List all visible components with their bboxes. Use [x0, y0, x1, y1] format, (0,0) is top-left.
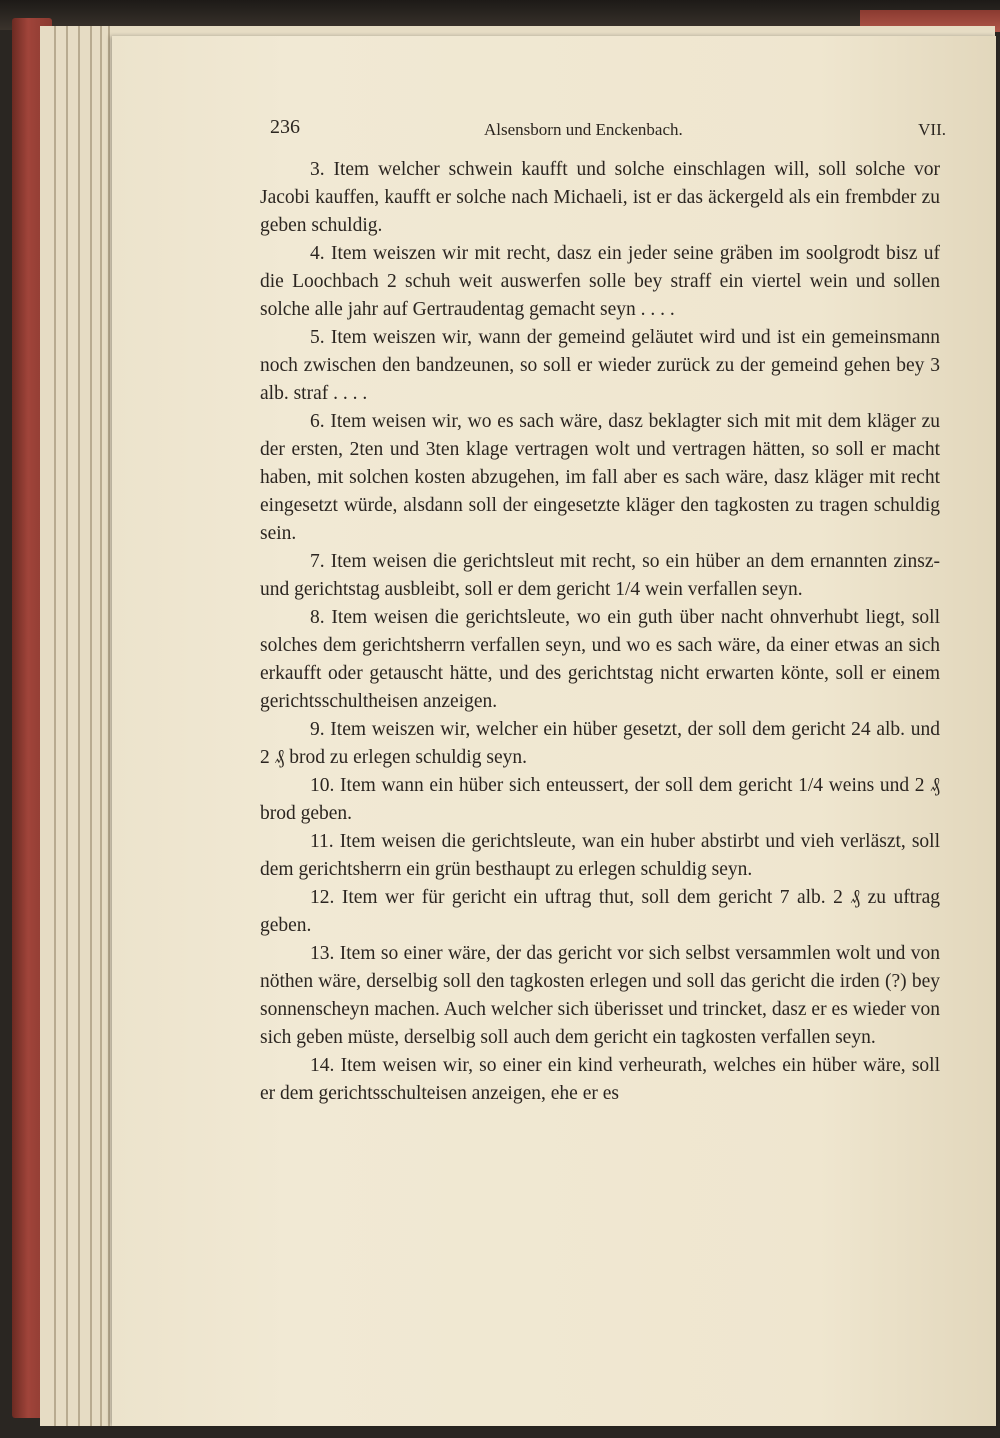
section-number: VII.: [918, 120, 946, 139]
paragraph-14: 14. Item weisen wir, so einer ein kind verheurath, welches ein hüber wäre, soll er dem gerichtsschulteisen anzeigen, ehe er es: [260, 1055, 940, 1104]
page-number: 236: [270, 116, 300, 138]
paragraph-9: 9. Item weiszen wir, welcher ein hüber gesetzt, der soll dem gericht 24 alb. und 2 ₰ brod zu erlegen schuldig seyn.: [260, 719, 940, 768]
paragraph-6: 6. Item weisen wir, wo es sach wäre, dasz beklagter sich mit mit dem kläger zu der ersten, 2ten und 3ten klage vertragen wolt und vertragen hätten, so soll er macht haben, mit solchen kosten abzugehen, im fall aber es sach wäre, dasz kläger mit recht eingesetzt würde, alsdann soll der eingesetzte kläger den tagkosten zu tragen schuldig sein.: [260, 411, 940, 544]
running-title: Alsensborn und Enckenbach.: [484, 120, 683, 139]
paragraph-10: 10. Item wann ein hüber sich enteussert, der soll dem gericht 1/4 weins und 2 ₰ brod geben.: [260, 775, 940, 824]
paragraph-12: 12. Item wer für gericht ein uftrag thut, soll dem gericht 7 alb. 2 ₰ zu uftrag geben.: [260, 887, 940, 936]
body-text: [260, 156, 940, 1108]
paragraph-11: 11. Item weisen die gerichtsleute, wan ein huber abstirbt und vieh verläszt, soll dem gerichtsherrn ein grün besthaupt zu erlegen schuldig seyn.: [260, 831, 940, 880]
paragraph-5: 5. Item weiszen wir, wann der gemeind geläutet wird und ist ein gemeinsmann noch zwischen den bandzeunen, so soll er wieder zurück zu der gemeind gehen bey 3 alb. straf . . . .: [260, 327, 940, 404]
paragraph-7: 7. Item weisen die gerichtsleut mit recht, so ein hüber an dem ernannten zinsz- und gerichtstag ausbleibt, soll er dem gericht 1/4 wein verfallen seyn.: [260, 551, 940, 600]
paragraph-8: 8. Item weisen die gerichtsleute, wo ein guth über nacht ohnverhubt liegt, soll solches dem gerichtsherrn verfallen seyn, und wo es sach wäre, da einer etwas an sich erkaufft oder getauscht hätte, und des gerichtstag nicht erwarten könte, soll er einem gerichtsschultheisen anzeigen.: [260, 607, 940, 712]
paragraph-3: 3. Item welcher schwein kaufft und solche einschlagen will, soll solche vor Jacobi kauffen, kaufft er solche nach Michaeli, ist er das äckergeld als ein frembder zu geben schuldig.: [260, 159, 940, 236]
paragraph-4: 4. Item weiszen wir mit recht, dasz ein jeder seine gräben im soolgrodt bisz uf die Loochbach 2 schuh weit auswerfen solle bey straff ein viertel wein und sollen solche alle jahr auf Gertraudentag gemacht seyn . . . .: [260, 243, 940, 320]
paragraph-13: 13. Item so einer wäre, der das gericht vor sich selbst versammlen wolt und von nöthen wäre, derselbig soll den tagkosten erlegen und soll das gericht die irden (?) bey sonnenscheyn machen. Auch welcher sich überisset und trincket, dasz er es wieder von sich geben müste, derselbig soll auch dem gericht ein tagkosten verfallen seyn.: [260, 943, 940, 1048]
